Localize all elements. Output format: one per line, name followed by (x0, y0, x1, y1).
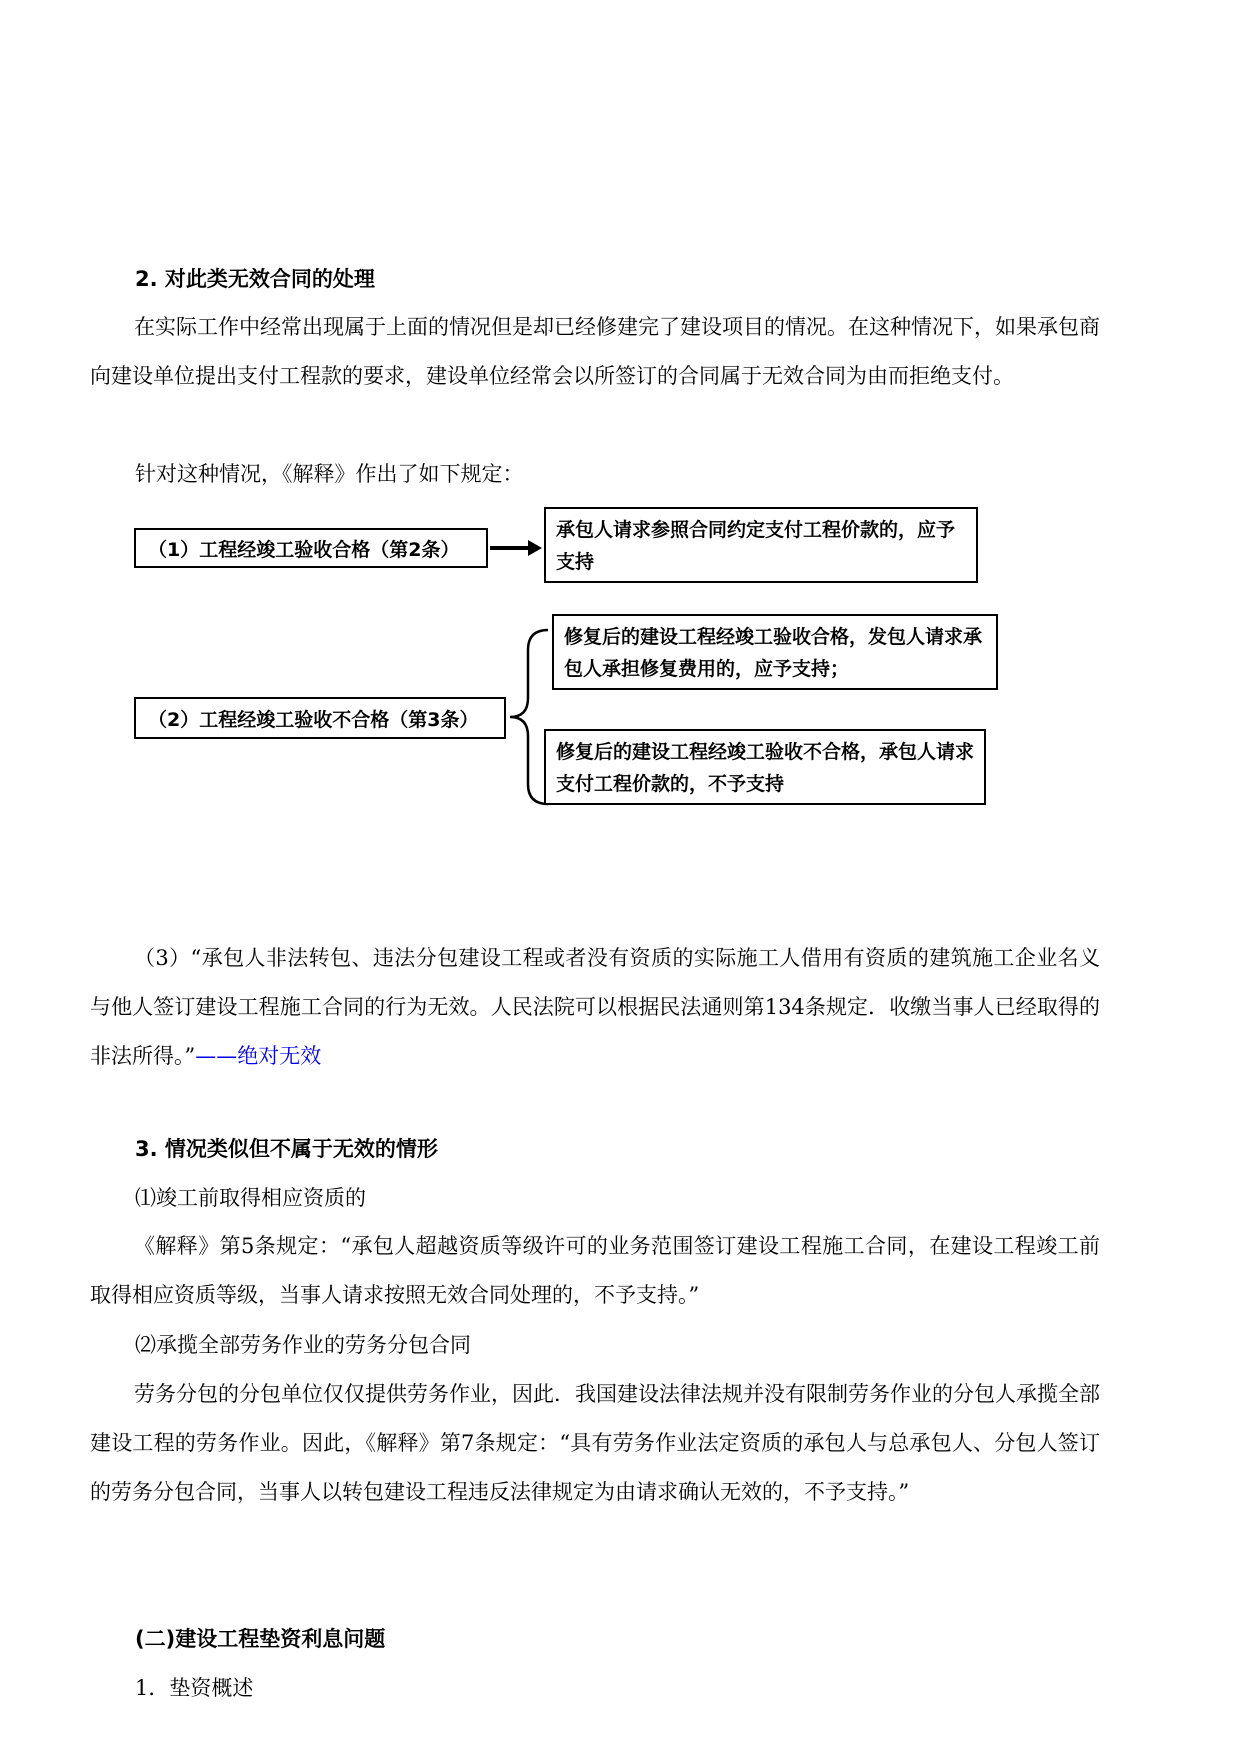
section-3-sub-1: ⑴竣工前取得相应资质的 (135, 1186, 366, 1210)
section-2-paragraph-1: 在实际工作中经常出现属于上面的情况但是却已经修建完了建设项目的情况。在这种情况下，如果承包商向建设单位提出支付工程款的要求，建设单位经常会以所签订的合同属于无效合同为由而拒绝支付。 (90, 315, 1100, 388)
item-3-text: （3）“承包人非法转包、违法分包建设工程或者没有资质的实际施工人借用有资质的建筑施工企业名义与他人签订建设工程施工合同的行为无效。人民法院可以根据民法通则第134条规定．收缴当事人已经取得的非法所得。” (90, 946, 1100, 1068)
section-3-sub-2-text: 劳务分包的分包单位仅仅提供劳务作业，因此．我国建设法律法规并没有限制劳务作业的分包人承揽全部建设工程的劳务作业。因此，《解释》第7条规定：“具有劳务作业法定资质的承包人与总承包人、分包人签订的劳务分包合同，当事人以转包建设工程违反法律规定为由请求确认无效的，不予支持。” (90, 1382, 1100, 1504)
item-3-note: ——绝对无效 (195, 1044, 322, 1068)
section-b-sub-1: 1．垫资概述 (135, 1676, 254, 1700)
case-2-result-b-box: 修复后的建设工程经竣工验收不合格，承包人请求支付工程价款的，不予支持 (544, 729, 986, 805)
section-3-sub-2: ⑵承揽全部劳务作业的劳务分包合同 (135, 1333, 471, 1357)
section-2-heading: 2. 对此类无效合同的处理 (135, 267, 375, 291)
case-1-box: （1）工程经竣工验收合格（第2条） (134, 528, 488, 568)
section-3-heading: 3. 情况类似但不属于无效的情形 (135, 1137, 438, 1161)
case-1-result-box: 承包人请求参照合同约定支付工程价款的，应予支持 (544, 507, 978, 583)
section-2-paragraph-2: 针对这种情况，《解释》作出了如下规定： (135, 462, 524, 486)
item-3-paragraph (90, 934, 1100, 1081)
case-2-result-a-box: 修复后的建设工程经竣工验收合格，发包人请求承包人承担修复费用的，应予支持； (552, 614, 998, 690)
section-b-heading: (二)建设工程垫资利息问题 (135, 1627, 386, 1651)
case-2-box: （2）工程经竣工验收不合格（第3条） (134, 697, 506, 739)
arrow-right-icon (488, 536, 544, 560)
section-3-sub-1-text: 《解释》第5条规定：“承包人超越资质等级许可的业务范围签订建设工程施工合同，在建设工程竣工前取得相应资质等级，当事人请求按照无效合同处理的，不予支持。” (90, 1234, 1100, 1307)
